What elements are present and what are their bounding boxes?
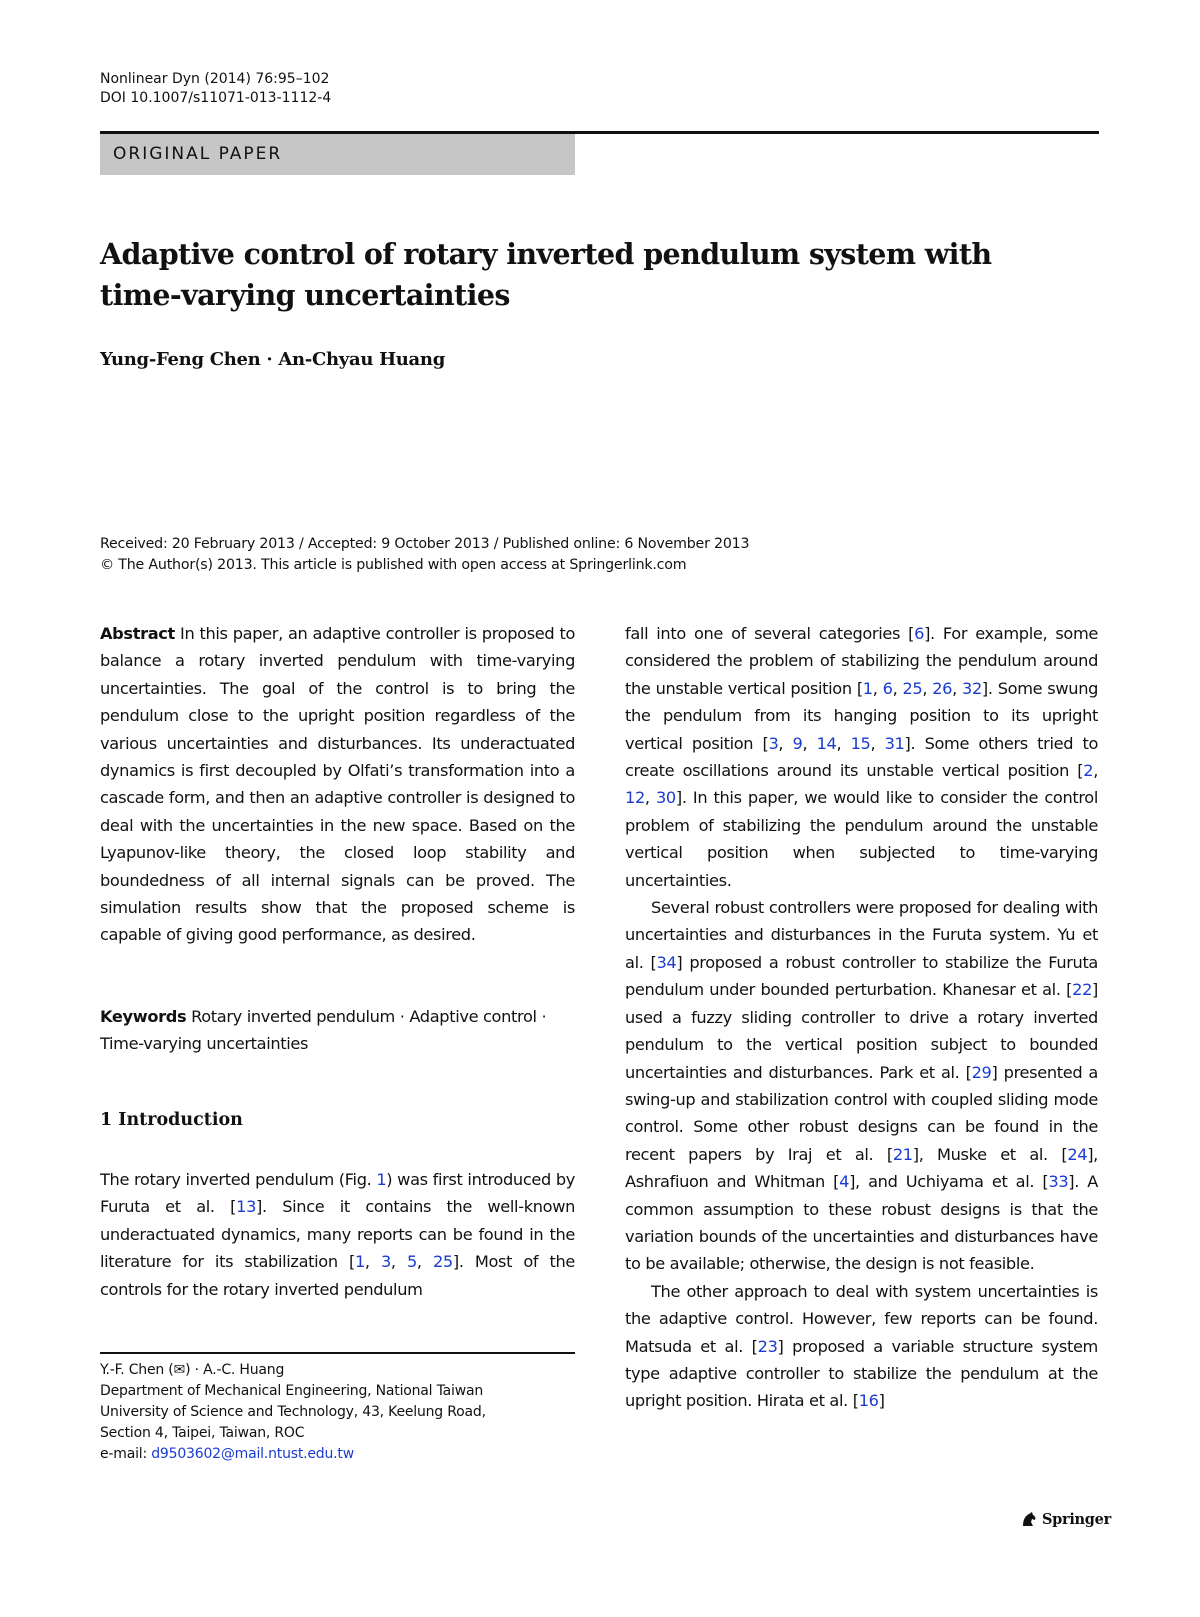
citation-link[interactable]: 23 (757, 1336, 778, 1356)
citation-link[interactable]: 4 (839, 1172, 850, 1192)
citation-link[interactable]: 13 (236, 1197, 257, 1217)
citation-link[interactable]: 1 (354, 1252, 365, 1272)
citation-link[interactable]: 6 (882, 678, 893, 698)
publication-info (100, 534, 749, 576)
publisher-name: Springer (1042, 1510, 1111, 1528)
citation-link[interactable]: 30 (655, 788, 676, 808)
citation-link[interactable]: 33 (1048, 1172, 1069, 1192)
affiliation (100, 1360, 486, 1465)
affiliation-univ: University of Science and Technology, 43, Keelung Road, (100, 1404, 486, 1420)
affiliation-address: Section 4, Taipei, Taiwan, ROC (100, 1425, 305, 1441)
citation-link[interactable]: 26 (932, 678, 953, 698)
citation-link[interactable]: 16 (858, 1391, 879, 1411)
doi: DOI 10.1007/s11071-013-1112-4 (100, 90, 332, 106)
paragraph: fall into one of several categories [6]. For example, some considered the problem of stabilizing the pendulum around the unstable vertical position [1, 6, 25, 26, 32]. Some swung the pendulum from its hanging position to its upright vertical position [3, 9, 14, 15, 31]. Some others tried to create oscillations around its unstable vertical position [2, 12, 30]. In this paper, we would like to consider the control problem of stabilizing the pendulum around the unstable vertical position when subjected to time-varying uncertainties. (625, 624, 1099, 890)
article-type-banner (100, 134, 575, 175)
figure-link[interactable]: 1 (376, 1170, 387, 1189)
publication-dates: Received: 20 February 2013 / Accepted: 9 October 2013 / Published online: 6 November 2013 (100, 536, 750, 552)
citation-link[interactable]: 3 (380, 1252, 391, 1272)
email-line: e-mail: d9503602@mail.ntust.edu.tw (100, 1446, 354, 1462)
citation-link[interactable]: 31 (884, 733, 905, 753)
section-heading: 1 Introduction (100, 1110, 243, 1130)
affiliation-names: Y.-F. Chen (✉) · A.-C. Huang (100, 1362, 285, 1378)
citation-link[interactable]: 14 (816, 733, 837, 753)
right-column (625, 620, 1098, 1415)
citation-link[interactable]: 12 (625, 788, 645, 808)
keywords-text: Rotary inverted pendulum · Adaptive control · Time-varying uncertainties (100, 1007, 547, 1054)
email-link[interactable]: d9503602@mail.ntust.edu.tw (151, 1446, 354, 1462)
keywords (100, 1003, 575, 1058)
citation-link[interactable]: 1 (862, 678, 873, 698)
citation-link[interactable]: 29 (971, 1062, 992, 1082)
abstract (100, 620, 575, 949)
citation-link[interactable]: 3 (768, 733, 779, 753)
footnote-rule (100, 1352, 575, 1354)
citation-link[interactable]: 6 (914, 624, 925, 643)
authors: Yung-Feng Chen · An-Chyau Huang (100, 349, 445, 370)
article-type-label: ORIGINAL PAPER (113, 144, 283, 164)
citation-link[interactable]: 34 (656, 952, 677, 972)
citation-link[interactable]: 32 (962, 678, 982, 698)
paragraph: The other approach to deal with system uncertainties is the adaptive control. However, few reports can be found. Matsuda et al. [23] proposed a variable structure system type adaptive controller to stabilize the pendulum at the upright position. Hirata et al. [16] (625, 1281, 1098, 1411)
citation-link[interactable]: 22 (1072, 980, 1093, 1000)
abstract-label: Abstract (100, 624, 175, 643)
springer-horse-icon (1020, 1510, 1038, 1528)
copyright: © The Author(s) 2013. This article is published with open access at Springerlink.com (100, 557, 687, 573)
citation-link[interactable]: 5 (406, 1252, 417, 1272)
abstract-text: In this paper, an adaptive controller is proposed to balance a rotary inverted pendulum with time-varying uncertainties. The goal of the control is to bring the pendulum close to the upright position regardless of the various uncertainties and disturbances. Its underactuated dynamics is first decoupled by Olfati’s transformation into a cascade form, and then an adaptive controller is designed to deal with the uncertainties in the new space. Based on the Lyapunov-like theory, the closed loop stability and boundedness of all internal signals can be proved. The simulation results show that the proposed scheme is capable of giving good performance, as desired. (100, 624, 575, 945)
journal-info (100, 70, 331, 108)
citation-link[interactable]: 15 (850, 733, 871, 753)
intro-paragraph: The rotary inverted pendulum (Fig. 1) was first introduced by Furuta et al. [13]. Since it contains the well-known underactuated dynamics, many reports can be found in the literature for its stabilization [1, 3, 5, 25]. Most of the controls for the rotary inverted pendulum (100, 1170, 576, 1299)
citation-link[interactable]: 25 (432, 1252, 453, 1272)
journal-citation: Nonlinear Dyn (2014) 76:95–102 (100, 71, 330, 87)
citation-link[interactable]: 25 (902, 678, 923, 698)
keywords-label: Keywords (100, 1007, 187, 1026)
paper-title: Adaptive control of rotary inverted pendulum system with time-varying uncertainties (100, 237, 992, 312)
publisher-logo (1020, 1510, 1111, 1528)
citation-link[interactable]: 9 (792, 733, 803, 753)
citation-link[interactable]: 2 (1083, 761, 1094, 781)
affiliation-dept: Department of Mechanical Engineering, National Taiwan (100, 1383, 484, 1399)
paragraph: Several robust controllers were proposed for dealing with uncertainties and disturbances in the Furuta system. Yu et al. [34] proposed a robust controller to stabilize the Furuta pendulum under bounded perturbation. Khanesar et al. [22] used a fuzzy sliding controller to drive a rotary inverted pendulum to the vertical position subject to bounded uncertainties and disturbances. Park et al. [29] presented a swing-up and stabilization control with coupled sliding mode control. Some other robust designs can be found in the recent papers by Iraj et al. [21], Muske et al. [24], Ashrafiuon and Whitman [4], and Uchiyama et al. [33]. A common assumption to these robust designs is that the variation bounds of the uncertainties and disturbances have to be available; otherwise, the design is not feasible. (625, 898, 1099, 1274)
citation-link[interactable]: 21 (892, 1144, 913, 1164)
citation-link[interactable]: 24 (1067, 1144, 1088, 1164)
